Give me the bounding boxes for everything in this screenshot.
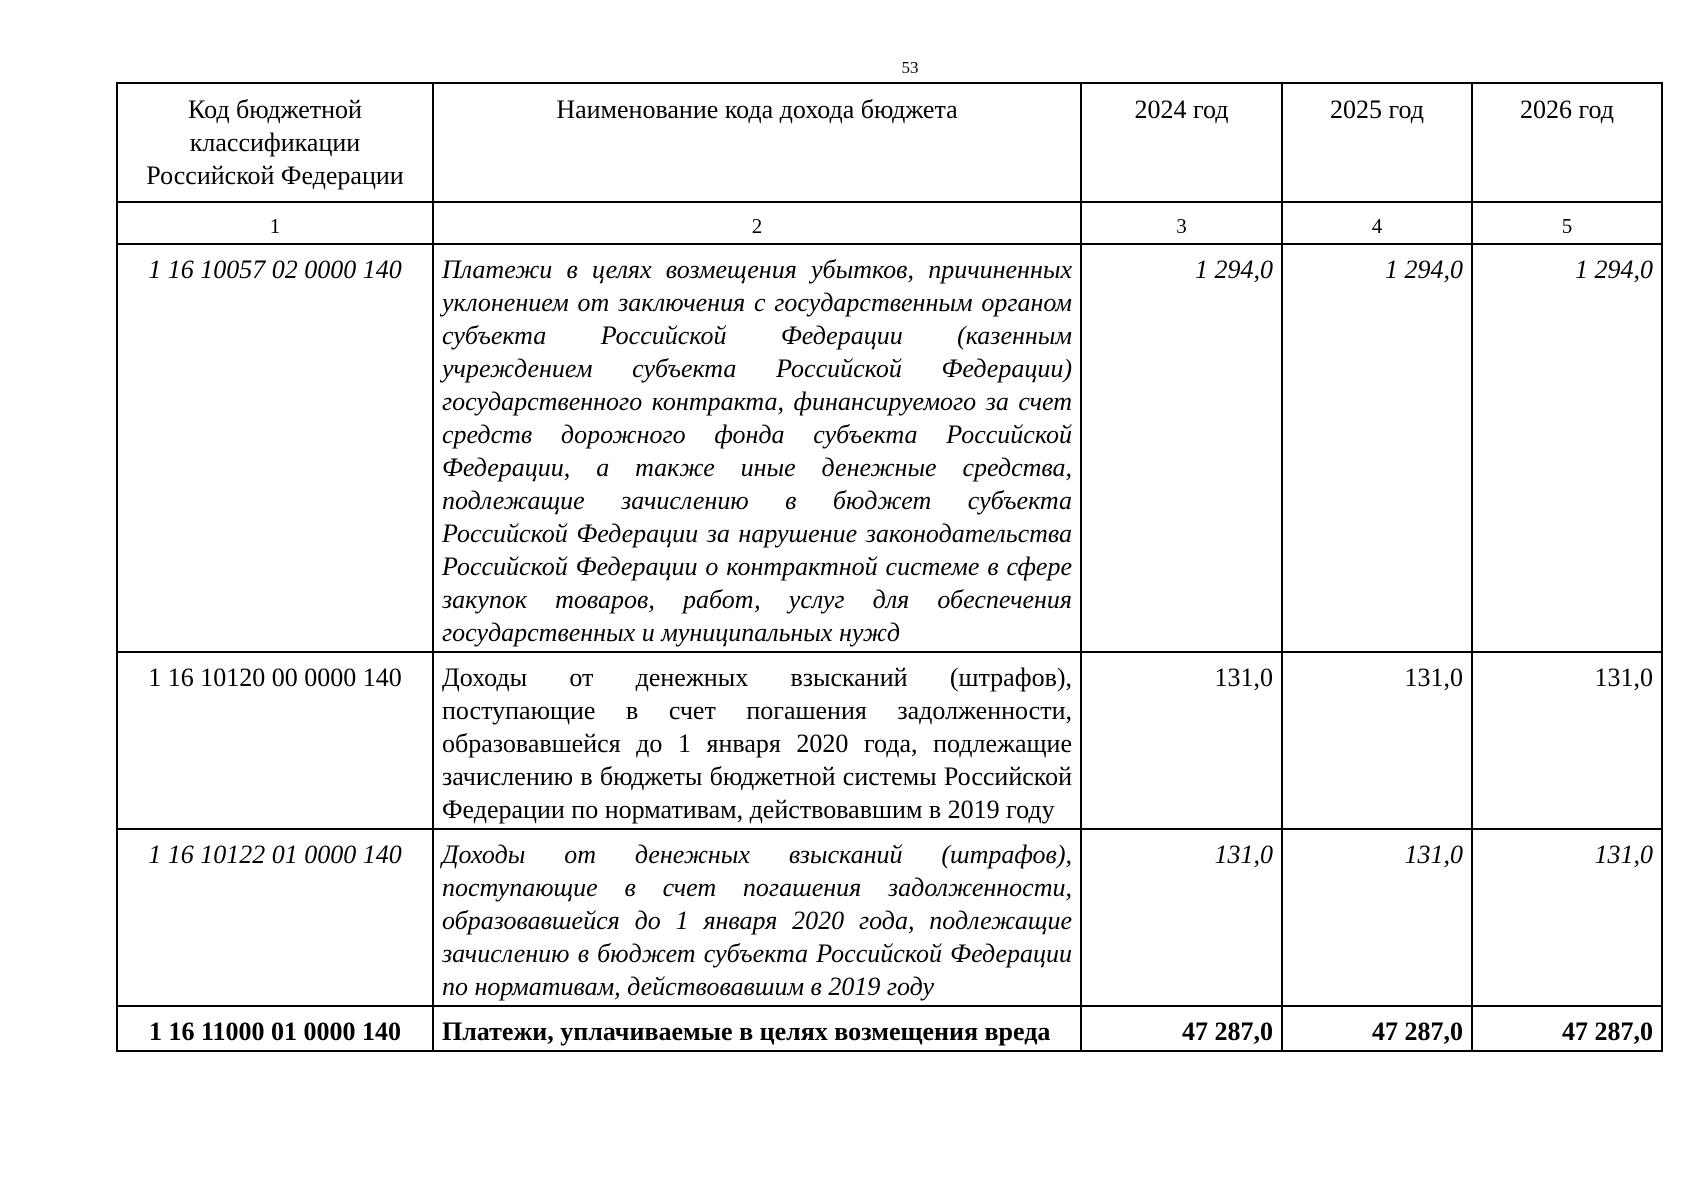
revenue-name-cell: Платежи, уплачиваемые в целях возмещения вреда (433, 1006, 1081, 1051)
value-2026-cell: 131,0 (1472, 829, 1662, 1006)
budget-code-cell: 1 16 10120 00 0000 140 (117, 652, 433, 829)
table-header-row (117, 83, 1662, 202)
budget-code-cell: 1 16 10057 02 0000 140 (117, 244, 433, 652)
header-revenue-name: Наименование кода дохода бюджета (433, 83, 1081, 202)
value-2025-cell: 131,0 (1282, 652, 1472, 829)
table-row (117, 652, 1662, 829)
value-2026-cell: 1 294,0 (1472, 244, 1662, 652)
budget-revenue-table (116, 82, 1663, 1052)
table-row (117, 829, 1662, 1006)
value-2026-cell: 47 287,0 (1472, 1006, 1662, 1051)
header-year-2025: 2025 год (1282, 83, 1472, 202)
value-2024-cell: 47 287,0 (1081, 1006, 1282, 1051)
column-number: 4 (1282, 202, 1472, 244)
value-2024-cell: 131,0 (1081, 829, 1282, 1006)
value-2024-cell: 131,0 (1081, 652, 1282, 829)
value-2025-cell: 47 287,0 (1282, 1006, 1472, 1051)
column-number: 1 (117, 202, 433, 244)
value-2025-cell: 131,0 (1282, 829, 1472, 1006)
header-budget-code: Код бюджетной классификации Российской Федерации (117, 83, 433, 202)
revenue-name-cell: Доходы от денежных взысканий (штрафов), поступающие в счет погашения задолженности, образовавшейся до 1 января 2020 года, подлежащие зачислению в бюджет субъекта Российской Федерации по нормативам, действовавшим в 2019 году (433, 829, 1081, 1006)
table-row (117, 244, 1662, 652)
column-number: 3 (1081, 202, 1282, 244)
value-2025-cell: 1 294,0 (1282, 244, 1472, 652)
value-2026-cell: 131,0 (1472, 652, 1662, 829)
budget-code-cell: 1 16 11000 01 0000 140 (117, 1006, 433, 1051)
column-number: 2 (433, 202, 1081, 244)
header-year-2024: 2024 год (1081, 83, 1282, 202)
budget-code-cell: 1 16 10122 01 0000 140 (117, 829, 433, 1006)
header-year-2026: 2026 год (1472, 83, 1662, 202)
column-number-row (117, 202, 1662, 244)
column-number: 5 (1472, 202, 1662, 244)
revenue-name-cell: Платежи в целях возмещения убытков, причиненных уклонением от заключения с государственным органом субъекта Российской Федерации (казенным учреждением субъекта Российской Федерации) государственного контракта, финансируемого за счет средств дорожного фонда субъекта Российской Федерации, а также иные денежные средства, подлежащие зачислению в бюджет субъекта Российской Федерации за нарушение законодательства Российской Федерации о контрактной системе в сфере закупок товаров, работ, услуг для обеспечения государственных и муниципальных нужд (433, 244, 1081, 652)
table-row (117, 1006, 1662, 1051)
revenue-name-cell: Доходы от денежных взысканий (штрафов), поступающие в счет погашения задолженности, образовавшейся до 1 января 2020 года, подлежащие зачислению в бюджеты бюджетной системы Российской Федерации по нормативам, действовавшим в 2019 году (433, 652, 1081, 829)
value-2024-cell: 1 294,0 (1081, 244, 1282, 652)
page-number: 53 (901, 58, 919, 77)
